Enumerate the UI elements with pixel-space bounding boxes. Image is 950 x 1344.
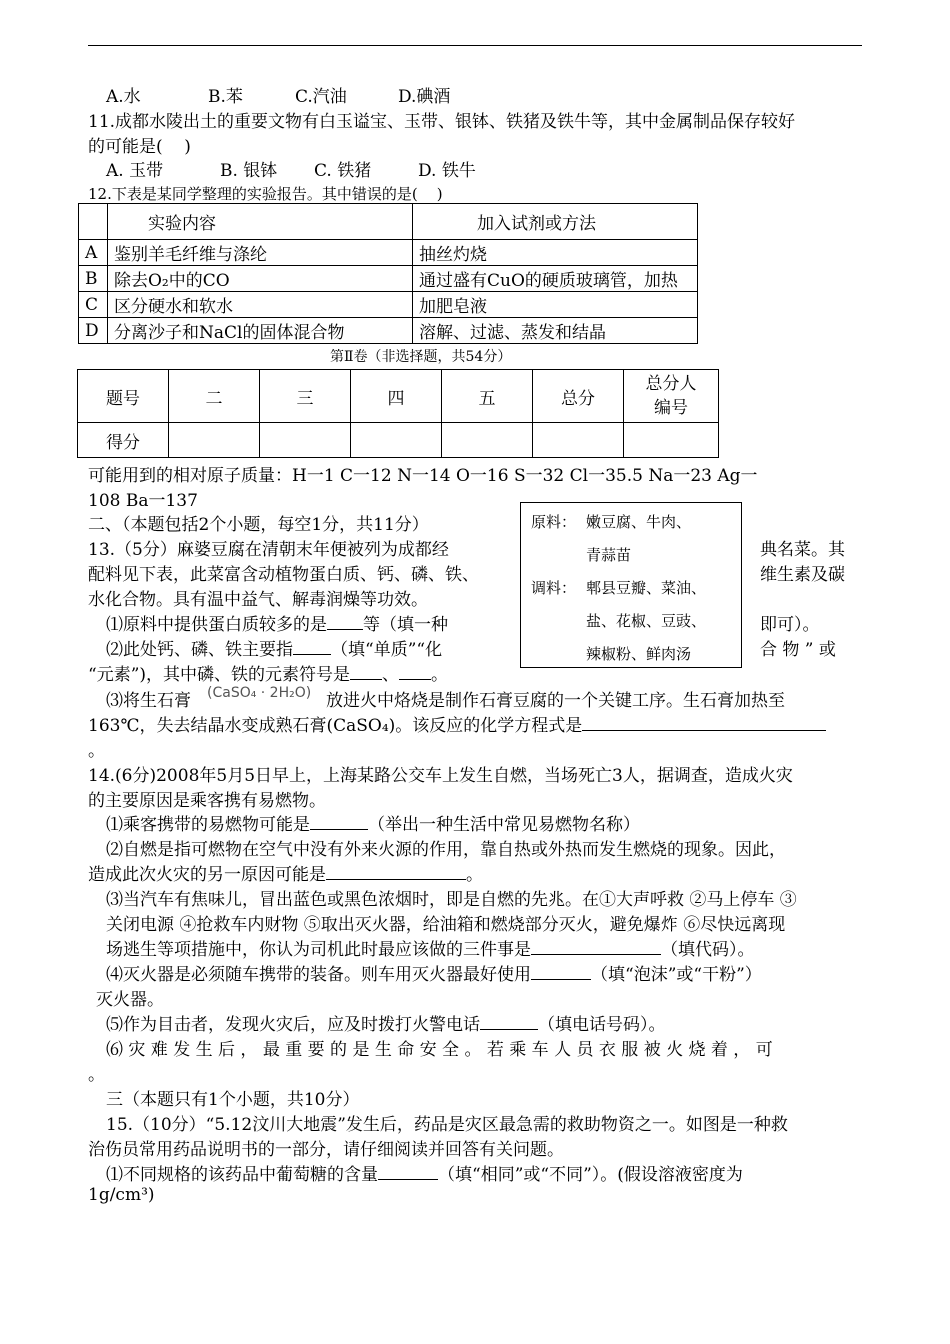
score-cell[interactable] — [351, 423, 442, 458]
q12-row-label: B — [79, 266, 108, 292]
answer-blank[interactable] — [480, 1015, 538, 1030]
atomic-mass-line2: 108 Ba一137 — [88, 491, 198, 511]
q13-sub1-tail: 等（填一种 — [363, 615, 448, 635]
q14-sub4-end: 灭火器。 — [96, 990, 164, 1010]
q14-sub1-tail: （举出一种生活中常见易燃物名称） — [368, 815, 640, 835]
q12-row-label: A — [79, 240, 108, 266]
answer-blank[interactable] — [327, 615, 363, 630]
table-row — [79, 266, 698, 292]
q12-table — [78, 203, 698, 344]
q12-row-content: 除去O₂中的CO — [108, 266, 413, 292]
answer-blank[interactable] — [582, 716, 826, 731]
q14-sub2a: ⑵自燃是指可燃物在空气中没有外来火源的作用，靠自热或外热而发生燃烧的现象。因此， — [106, 840, 786, 860]
q13-sub2-line2 — [88, 660, 448, 685]
q14-sub4-text: ⑷灭火器是必须随车携带的装备。则车用灭火器最好使用 — [106, 965, 531, 985]
q12-row-label: D — [79, 318, 108, 344]
q14-sub6: ⑹ 灾 难 发 生 后 ， 最 重 要 的 是 生 命 安 全 。 若 乘 车 人 员 衣 服 被 火 烧 着 ， 可 — [106, 1040, 773, 1060]
answer-blank[interactable] — [378, 1165, 438, 1180]
q10-option-c: C.汽油 — [295, 87, 347, 107]
q12-row-method: 通过盛有CuO的硬质玻璃管，加热 — [413, 266, 698, 292]
q13-line1b: 典名菜。其 — [760, 540, 845, 560]
q12-row-label: C — [79, 292, 108, 318]
q12-header-content: 实验内容 — [108, 204, 413, 240]
q13-sub3-text: 163℃，失去结晶水变成熟石膏(CaSO₄)。该反应的化学方程式是 — [88, 716, 583, 736]
q14-sub4-tail: （填“泡沫”或“干粉”） — [591, 965, 762, 985]
q15-sub1-text: ⑴不同规格的该药品中葡萄糖的含量 — [106, 1165, 378, 1185]
score-cell[interactable] — [533, 423, 624, 458]
q13-sub2-dot: 。 — [431, 665, 449, 685]
answer-blank[interactable] — [293, 640, 331, 655]
q14-line2: 的主要原因是乘客携有易燃物。 — [88, 791, 326, 811]
score-row-label: 得分 — [78, 423, 169, 458]
answer-blank[interactable] — [326, 865, 466, 880]
q14-sub3b: 关闭电源 ④抢救车内财物 ⑤取出灭火器，给油箱和燃烧部分灭火，避免爆炸 ⑥尽快远离现 — [106, 915, 786, 935]
q13-sub2 — [106, 635, 442, 660]
score-header-grader-line1: 总分人 — [645, 374, 697, 394]
q12-row-method: 抽丝灼烧 — [413, 240, 698, 266]
q15-sub1 — [106, 1160, 743, 1185]
score-cell[interactable] — [169, 423, 260, 458]
q14-sub4 — [106, 960, 762, 985]
q13-sub2-text2: “元素”)，其中磷、铁的元素符号是 — [88, 665, 351, 685]
q13-sub2-end: 合 物 ” 或 — [760, 640, 836, 660]
q14-sub3-tail: （填代码）。 — [661, 940, 755, 960]
part2-title: 第Ⅱ卷（非选择题，共54分） — [330, 349, 512, 365]
score-cell[interactable] — [624, 423, 719, 458]
score-cell[interactable] — [442, 423, 533, 458]
q14-sub5-text: ⑸作为目击者，发现火灾后，应及时拨打火警电话 — [106, 1015, 480, 1035]
q13-line1a: 13.（5分）麻婆豆腐在清朝末年便被列为成都经 — [88, 540, 449, 560]
q13-sub3-b: 放进火中烙烧是制作石膏豆腐的一个关键工序。生石膏加热至 — [326, 691, 785, 711]
q12-row-content: 分离沙子和NaCl的固体混合物 — [108, 318, 413, 344]
q11-option-c: C. 铁猪 — [314, 161, 372, 181]
table-row — [79, 318, 698, 344]
q13-sub2-tail: （填“单质”“化 — [331, 640, 443, 660]
q15-sub1-end: 1g/cm³) — [88, 1185, 155, 1205]
score-header-5: 五 — [442, 370, 533, 423]
q12-header-blank — [79, 204, 108, 240]
recipe-raw-items-1: 嫩豆腐、牛肉、 — [586, 513, 692, 531]
q13-sub3-end: 。 — [88, 741, 105, 761]
table-row — [79, 240, 698, 266]
q13-sub1 — [106, 610, 448, 635]
q10-option-b: B.苯 — [208, 87, 243, 107]
q11-line2: 的可能是( ) — [88, 137, 191, 157]
q14-sub3a: ⑶当汽车有焦味儿，冒出蓝色或黑色浓烟时，即是自燃的先兆。在①大声呼救 ②马上停车 ③ — [106, 890, 797, 910]
section3-title: 三（本题只有1个小题，共10分） — [106, 1090, 360, 1110]
recipe-season-3: 辣椒粉、鲜肉汤 — [586, 645, 692, 663]
q11-option-a: A. 玉带 — [106, 161, 164, 181]
answer-blank[interactable] — [531, 965, 591, 980]
q13-sub2-sep: 、 — [382, 665, 400, 685]
q13-sub1-end: 即可）。 — [760, 615, 820, 635]
header-rule — [88, 45, 862, 46]
score-cell[interactable] — [260, 423, 351, 458]
score-header-4: 四 — [351, 370, 442, 423]
section2-title: 二、（本题包括2个小题，每空1分，共11分） — [88, 515, 429, 535]
recipe-raw-items-2: 青蒜苗 — [586, 546, 632, 564]
score-header-num: 题号 — [78, 370, 169, 423]
q13-formula: (CaSO₄ · 2H₂O) — [207, 685, 312, 701]
q15-sub1-tail: （填“相同”或“不同”）。(假设溶液密度为 — [438, 1165, 743, 1185]
recipe-season-label: 调料： — [531, 579, 577, 597]
q14-line1: 14.(6分)2008年5月5日早上，上海某路公交车上发生自燃，当场死亡3人，据调查，造成火灾 — [88, 766, 793, 786]
q10-option-d: D.碘酒 — [398, 87, 451, 107]
q14-sub1 — [106, 810, 640, 835]
q11-line1: 11.成都水陵出土的重要文物有白玉谥宝、玉带、银钵、铁猪及铁牛等，其中金属制品保存较好 — [88, 112, 796, 132]
recipe-raw-label: 原料： — [531, 513, 577, 531]
score-header-grader — [624, 370, 719, 423]
q14-sub6-end: 。 — [88, 1065, 105, 1085]
recipe-box — [520, 502, 742, 668]
q11-option-b: B. 银钵 — [220, 161, 278, 181]
score-header-grader-line2: 编号 — [654, 398, 688, 418]
q10-option-a: A.水 — [106, 87, 141, 107]
score-header-total: 总分 — [533, 370, 624, 423]
atomic-mass-line1: 可能用到的相对原子质量：H一1 C一12 N一14 O一16 S一32 Cl一35.5 Na一23 Ag一 — [88, 466, 758, 486]
q12-row-content: 鉴别羊毛纤维与涤纶 — [108, 240, 413, 266]
q12-row-content: 区分硬水和软水 — [108, 292, 413, 318]
q14-sub2b — [88, 860, 483, 885]
score-header-2: 二 — [169, 370, 260, 423]
q15-line1: 15.（10分）“5.12汶川大地震”发生后，药品是灾区最急需的救助物资之一。如图是一种救 — [106, 1115, 788, 1135]
q12-row-method: 加肥皂液 — [413, 292, 698, 318]
q14-sub2-text: 造成此次火灾的另一原因可能是 — [88, 865, 326, 885]
q14-sub1-text: ⑴乘客携带的易燃物可能是 — [106, 815, 310, 835]
recipe-season-2: 盐、花椒、豆豉、 — [586, 612, 707, 630]
recipe-season-1: 郫县豆瓣、菜油、 — [586, 579, 707, 597]
q13-line3: 水化合物。具有温中益气、解毒润燥等功效。 — [88, 590, 428, 610]
q14-sub3c — [106, 935, 755, 960]
q12-stem: 12.下表是某同学整理的实验报告。其中错误的是( ) — [88, 185, 443, 203]
answer-blank[interactable] — [531, 940, 661, 955]
answer-blank[interactable] — [310, 815, 368, 830]
q14-sub5-tail: （填电话号码）。 — [538, 1015, 666, 1035]
answer-blank[interactable] — [399, 665, 431, 680]
score-table — [77, 369, 719, 458]
q13-line2b: 维生素及碳 — [760, 565, 845, 585]
q13-sub1-text: ⑴原料中提供蛋白质较多的是 — [106, 615, 327, 635]
q13-sub3-c — [88, 711, 826, 736]
q14-sub5 — [106, 1010, 666, 1035]
q11-option-d: D. 铁牛 — [418, 161, 476, 181]
q13-sub3-a: ⑶将生石膏 — [106, 691, 191, 711]
q14-sub3-text: 场逃生等项措施中，你认为司机此时最应该做的三件事是 — [106, 940, 531, 960]
answer-blank[interactable] — [350, 665, 382, 680]
q12-row-method: 溶解、过滤、蒸发和结晶 — [413, 318, 698, 344]
q12-header-method: 加入试剂或方法 — [413, 204, 698, 240]
score-header-3: 三 — [260, 370, 351, 423]
q13-sub2-text: ⑵此处钙、磷、铁主要指 — [106, 640, 293, 660]
table-row — [79, 292, 698, 318]
q13-line2a: 配料见下表，此菜富含动植物蛋白质、钙、磷、铁、 — [88, 565, 479, 585]
q14-sub2-end: 。 — [466, 865, 483, 885]
q15-line2: 治伤员常用药品说明书的一部分，请仔细阅读并回答有关问题。 — [88, 1140, 564, 1160]
